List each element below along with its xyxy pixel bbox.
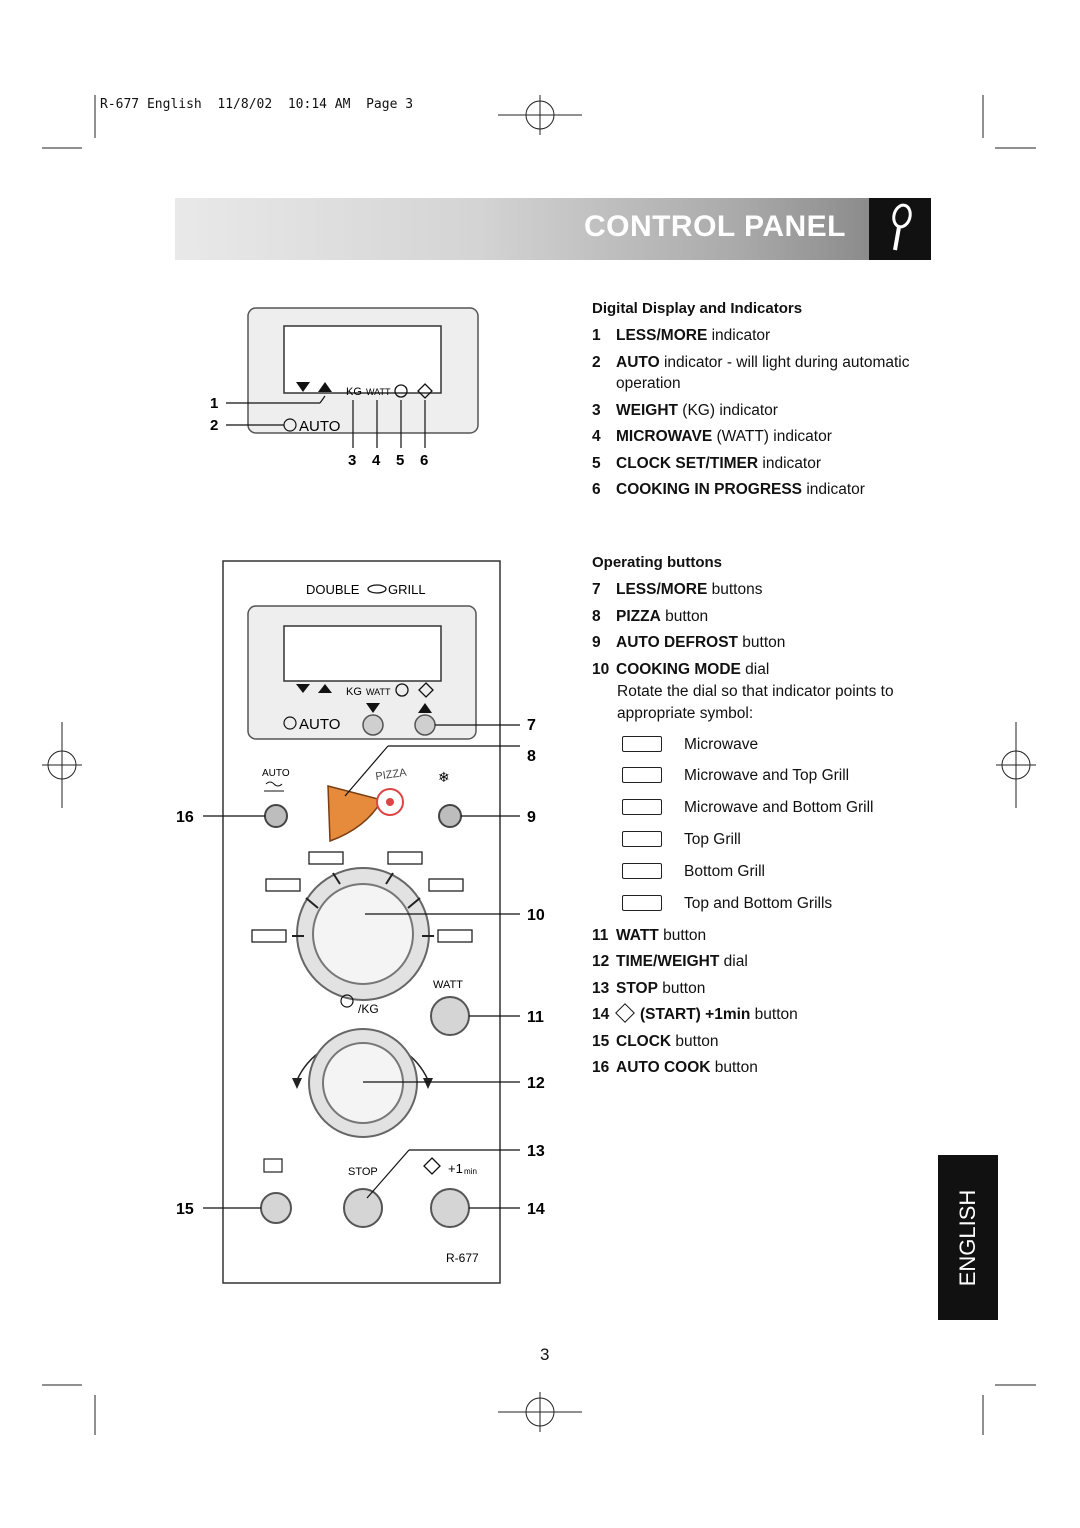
display-item-3: 3 WEIGHT (KG) indicator [592,402,778,419]
callout-13: 13 [527,1143,545,1160]
callout-11: 11 [527,1009,544,1026]
clock-button [261,1193,291,1223]
time-weight-dial [323,1043,403,1123]
auto-cook-label: AUTO [262,768,290,779]
stop-button [344,1189,382,1227]
start-button [431,1189,469,1227]
op-item-15: 15 CLOCK button [592,1033,719,1050]
mode-row-microwave: Microwave [622,736,662,757]
microwave-bottom-grill-icon [622,799,662,815]
callout-2: 2 [210,417,219,434]
digital-display-heading: Digital Display and Indicators [592,300,803,317]
callout-4: 4 [372,452,381,469]
brand-grill: GRILL [388,582,426,597]
display-diagram [200,300,500,475]
display-auto-label: AUTO [299,418,341,435]
cooking-mode-dial [313,884,413,984]
display-item-1: 1 LESS/MORE indicator [592,327,771,344]
mode-row-bottom-grill: Bottom Grill [622,863,662,884]
mode-row-top-bottom-grills: Top and Bottom Grills [622,895,662,916]
bottom-grill-icon [622,863,662,879]
callout-6: 6 [420,452,429,469]
watt-button [431,997,469,1035]
microwave-top-grill-icon [622,767,662,783]
callout-14: 14 [527,1201,545,1218]
callout-8: 8 [527,748,536,765]
op-item-10: 10 COOKING MODE dial [592,661,770,678]
plus1-min-label: min [464,1167,477,1176]
plus1-label: +1 [448,1161,463,1176]
magnifier-icon [869,198,931,260]
callout-1: 1 [210,395,219,412]
model-label: R-677 [446,1251,479,1265]
display-item-2: 2 AUTO indicator - will light during automatic [592,354,910,371]
display-item-4: 4 MICROWAVE (WATT) indicator [592,428,832,445]
callout-9: 9 [527,809,536,826]
microwave-icon [622,736,662,752]
op-item-13: 13 STOP button [592,980,706,997]
op-item-12: 12 TIME/WEIGHT dial [592,953,748,970]
display-watt-label: WATT [366,387,391,397]
panel-kg-label: KG [346,686,362,698]
mode-row-top-grill: Top Grill [622,831,662,852]
banner-title: CONTROL PANEL [583,210,846,243]
auto-cook-button [265,805,287,827]
panel-auto-label: AUTO [299,716,341,733]
display-kg-label: KG [346,386,362,398]
top-bottom-grills-icon [622,895,662,911]
stop-label: STOP [348,1166,378,1178]
more-button [415,715,435,735]
callout-7: 7 [527,717,536,734]
dial-note-1: Rotate the dial so that indicator points to [617,683,894,700]
start-diamond-icon [615,1003,635,1023]
auto-defrost-button [439,805,461,827]
callout-12: 12 [527,1075,545,1092]
callout-10: 10 [527,907,545,924]
display-item-2-cont: operation [616,375,681,392]
print-header: R-677 English 11/8/02 10:14 AM Page 3 [100,97,414,112]
panel-watt-label: WATT [366,687,391,697]
language-tab-label: ENGLISH [955,1189,980,1286]
op-item-14: 14 (START) +1min button [592,1005,798,1025]
less-button [363,715,383,735]
defrost-icon: ❄ [438,769,450,785]
watt-button-label: WATT [433,979,463,991]
language-tab [938,1155,998,1320]
display-item-5: 5 CLOCK SET/TIMER indicator [592,455,821,472]
pizza-label: PIZZA [374,766,408,783]
control-panel-diagram [170,558,560,1288]
time-weight-label: /KG [358,1002,379,1016]
op-item-11: 11 WATT button [592,927,707,944]
op-item-9: 9 AUTO DEFROST button [592,634,786,651]
callout-3: 3 [348,452,357,469]
op-item-8: 8 PIZZA button [592,608,709,625]
mode-row-microwave-bottom-grill: Microwave and Bottom Grill [622,799,662,820]
callout-16: 16 [176,809,194,826]
control-panel-banner [175,198,931,260]
op-item-7: 7 LESS/MORE buttons [592,581,763,598]
top-grill-icon [622,831,662,847]
mode-row-microwave-top-grill: Microwave and Top Grill [622,767,662,788]
display-item-6: 6 COOKING IN PROGRESS indicator [592,481,865,498]
brand-double: DOUBLE [306,582,360,597]
callout-15: 15 [176,1201,194,1218]
op-item-16: 16 AUTO COOK button [592,1059,758,1076]
dial-note-2: appropriate symbol: [617,705,754,722]
operating-buttons-heading: Operating buttons [592,554,722,571]
callout-5: 5 [396,452,405,469]
page-number: 3 [540,1345,550,1364]
